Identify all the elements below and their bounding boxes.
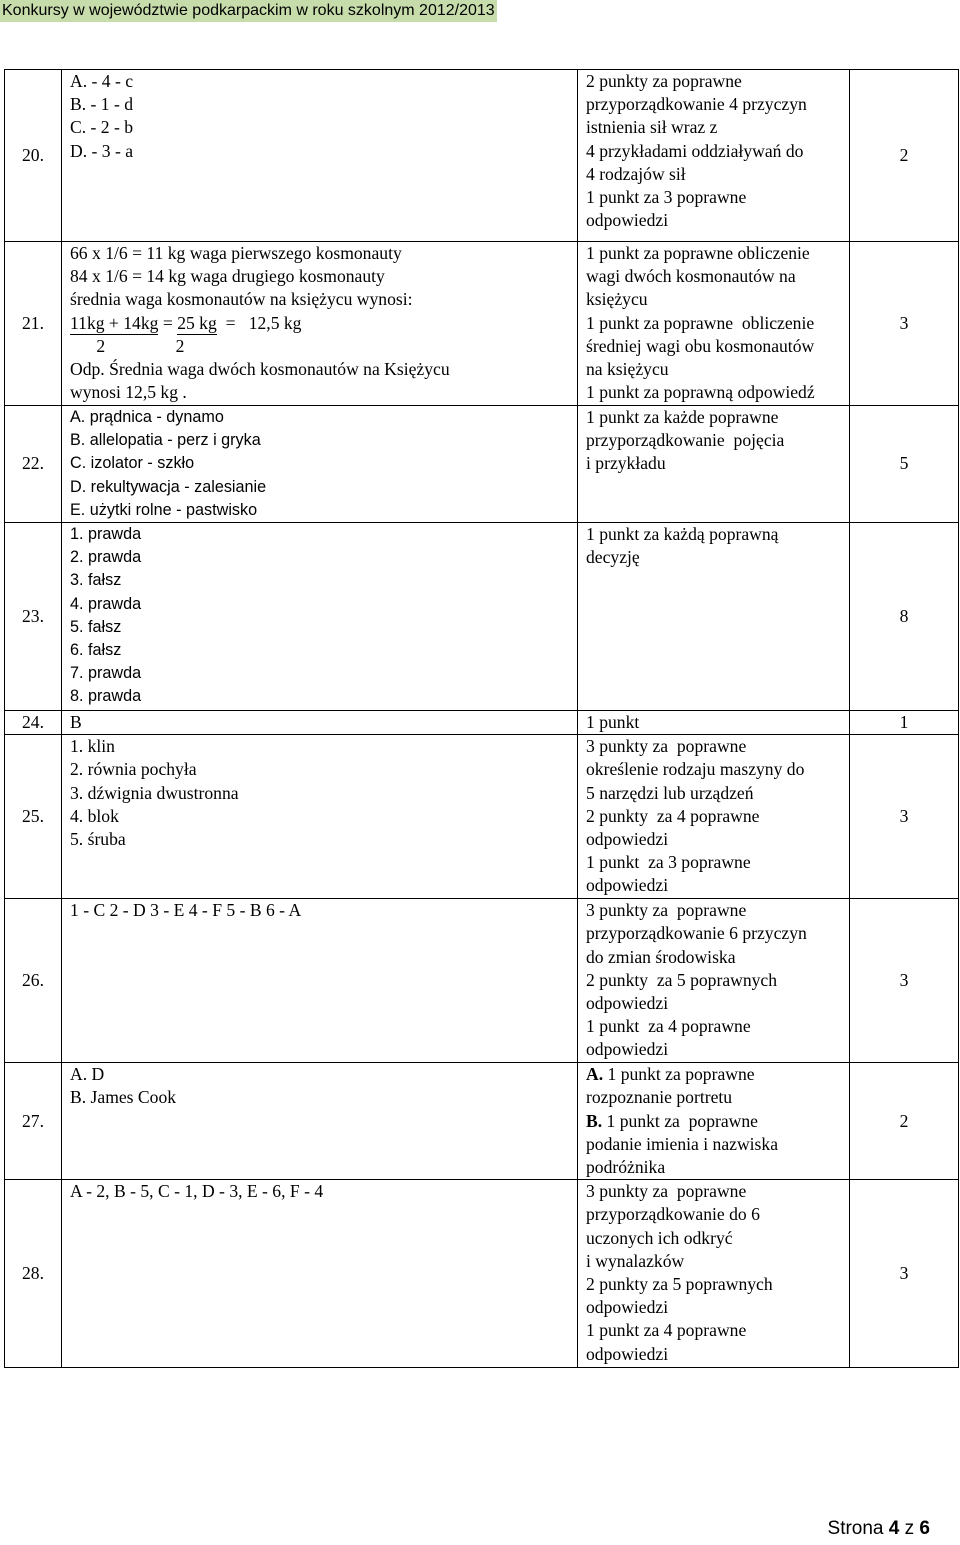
criteria-line	[586, 1156, 847, 1179]
answer-line: 6. fałsz	[70, 641, 122, 660]
answer-line: A - 2, B - 5, C - 1, D - 3, E - 6, F - 4	[70, 1181, 324, 1202]
criteria-line	[586, 874, 847, 897]
scoring-criteria-cell	[578, 406, 850, 523]
criteria-label: B.	[586, 1110, 603, 1131]
criteria-text: i przykładu	[586, 453, 666, 474]
criteria-line	[586, 265, 847, 288]
page-footer	[828, 1518, 930, 1540]
answer-line: 1. prawda	[70, 525, 142, 544]
answer-line: 1. klin	[70, 736, 115, 757]
answer-cell	[62, 70, 578, 242]
answer-line: A. prądnica - dynamo	[70, 408, 224, 426]
answer-line: 8. prawda	[70, 687, 142, 706]
answer-line: A. D	[70, 1064, 105, 1085]
criteria-line	[586, 969, 847, 992]
criteria-text: księżycu	[586, 289, 648, 310]
criteria-text: decyzję	[586, 547, 640, 568]
scoring-criteria-cell	[578, 523, 850, 711]
answer-cell	[62, 711, 578, 735]
equation-line	[70, 312, 575, 335]
footer-page-number: 4	[888, 1518, 900, 1539]
criteria-text: 1 punkt za 4 poprawne	[586, 1320, 747, 1341]
criteria-text: 1 punkt za poprawne	[603, 1064, 755, 1085]
table-row	[5, 899, 959, 1063]
table-row	[5, 711, 959, 735]
criteria-text: 1 punkt za poprawne	[602, 1110, 758, 1131]
answer-line: 66 x 1/6 = 11 kg waga pierwszego kosmonauty	[70, 243, 402, 263]
criteria-text: do zmian środowiska	[586, 946, 736, 967]
criteria-line	[586, 358, 847, 381]
equation-part: = 12,5 kg	[216, 312, 302, 333]
max-points: 2	[850, 1063, 959, 1180]
criteria-line	[586, 1273, 847, 1296]
answer-line: 2. prawda	[70, 548, 142, 567]
equation-part: 25 kg	[177, 312, 217, 333]
question-number: 20.	[5, 70, 62, 242]
criteria-text: przyporządkowanie 6 przyczyn	[586, 923, 807, 944]
criteria-line	[586, 851, 847, 874]
question-number: 26.	[5, 899, 62, 1063]
criteria-text: rozpoznanie portretu	[586, 1087, 733, 1108]
criteria-line	[586, 429, 847, 452]
answer-line: D. rekultywacja - zalesianie	[70, 477, 267, 496]
criteria-line	[586, 406, 847, 429]
question-number: 28.	[5, 1180, 62, 1368]
answer-line: D. - 3 - a	[70, 140, 134, 161]
criteria-text: odpowiedzi	[586, 1297, 669, 1318]
question-number: 24.	[5, 711, 62, 735]
criteria-text: 1 punkt	[586, 712, 640, 733]
criteria-line	[586, 1250, 847, 1273]
answer-line: 5. fałsz	[70, 617, 122, 636]
criteria-line	[586, 1343, 847, 1366]
criteria-line	[586, 1063, 847, 1086]
criteria-text: odpowiedzi	[586, 829, 669, 850]
criteria-line	[586, 93, 847, 116]
page-header	[0, 0, 960, 22]
criteria-text: przyporządkowanie 4 przyczyn	[586, 94, 807, 115]
criteria-text: 2 punkty za 5 poprawnych	[586, 1274, 773, 1295]
table-row	[5, 735, 959, 899]
criteria-line	[586, 899, 847, 922]
table-row	[5, 523, 959, 711]
criteria-line	[586, 1180, 847, 1203]
criteria-text: 1 punkt za poprawne obliczenie	[586, 243, 810, 263]
criteria-text: przyporządkowanie pojęcia	[586, 430, 785, 451]
criteria-line	[586, 70, 847, 93]
answer-line: E. użytki rolne - pastwisko	[70, 500, 258, 519]
footer-separator: z	[899, 1518, 920, 1539]
criteria-line	[586, 140, 847, 163]
criteria-line	[586, 381, 847, 404]
criteria-text: wagi dwóch kosmonautów na	[586, 266, 796, 287]
answer-line: wynosi 12,5 kg .	[70, 382, 187, 403]
equation-part: 11kg + 14kg	[70, 312, 159, 333]
answer-line: 3. dźwignia dwustronna	[70, 782, 239, 803]
scoring-criteria-cell	[578, 1063, 850, 1180]
criteria-line	[586, 735, 847, 758]
criteria-text: 4 rodzajów sił	[586, 163, 686, 184]
criteria-line	[586, 782, 847, 805]
max-points: 8	[850, 523, 959, 711]
criteria-text: 5 narzędzi lub urządzeń	[586, 782, 754, 803]
equation-denominators: 2 2	[70, 335, 185, 356]
answer-line: 7. prawda	[70, 664, 142, 683]
criteria-text: 3 punkty za poprawne	[586, 1181, 747, 1202]
footer-label: Strona	[827, 1518, 889, 1539]
question-number: 27.	[5, 1063, 62, 1180]
max-points: 5	[850, 406, 959, 523]
criteria-line	[586, 1319, 847, 1342]
answer-line: Odp. Średnia waga dwóch kosmonautów na Księżycu	[70, 359, 450, 380]
criteria-text: podróżnika	[586, 1157, 666, 1178]
criteria-text: 1 punkt za 4 poprawne	[586, 1016, 751, 1037]
answer-cell	[62, 406, 578, 523]
question-number: 23.	[5, 523, 62, 711]
criteria-text: podanie imienia i nazwiska	[586, 1133, 779, 1154]
max-points: 3	[850, 1180, 959, 1368]
max-points: 3	[850, 242, 959, 406]
table-row	[5, 406, 959, 523]
scoring-criteria-cell	[578, 70, 850, 242]
criteria-line	[586, 1203, 847, 1226]
answer-line: 4. prawda	[70, 594, 142, 613]
criteria-line	[586, 523, 847, 546]
criteria-text: 3 punkty za poprawne	[586, 736, 747, 757]
criteria-text: 1 punkt za każde poprawne	[586, 407, 779, 427]
answer-line: średnia waga kosmonautów na księżycu wynosi:	[70, 289, 413, 310]
criteria-text: 1 punkt za poprawną odpowiedź	[586, 382, 815, 403]
criteria-label: A.	[586, 1064, 604, 1085]
criteria-text: i wynalazków	[586, 1250, 685, 1271]
table-row	[5, 242, 959, 406]
criteria-line	[586, 186, 847, 209]
criteria-text: 1 punkt za 3 poprawne	[586, 852, 751, 873]
question-number: 25.	[5, 735, 62, 899]
criteria-line	[586, 992, 847, 1015]
criteria-line	[586, 1133, 847, 1156]
criteria-text: istnienia sił wraz z	[586, 117, 718, 138]
criteria-text: odpowiedzi	[586, 210, 669, 231]
answer-line: B. - 1 - d	[70, 94, 134, 115]
criteria-line	[586, 288, 847, 311]
criteria-line	[586, 1038, 847, 1061]
criteria-line	[586, 209, 847, 232]
criteria-line	[586, 1110, 847, 1133]
answer-line: C. izolator - szkło	[70, 454, 195, 473]
question-number: 22.	[5, 406, 62, 523]
max-points: 3	[850, 735, 959, 899]
criteria-text: 2 punkty za poprawne	[586, 71, 742, 91]
criteria-text: określenie rodzaju maszyny do	[586, 759, 805, 780]
criteria-text: średniej wagi obu kosmonautów	[586, 335, 815, 356]
criteria-text: 2 punkty za 4 poprawne	[586, 805, 760, 826]
max-points: 2	[850, 70, 959, 242]
answer-line: B. allelopatia - perz i gryka	[70, 431, 261, 450]
answer-cell	[62, 242, 578, 406]
answer-line: 4. blok	[70, 805, 119, 826]
question-number: 21.	[5, 242, 62, 406]
answer-line: B. James Cook	[70, 1087, 177, 1108]
answer-cell	[62, 899, 578, 1063]
criteria-text: 2 punkty za 5 poprawnych	[586, 969, 778, 990]
scoring-criteria-cell	[578, 711, 850, 735]
criteria-line	[586, 335, 847, 358]
criteria-line	[586, 116, 847, 139]
scoring-criteria-cell	[578, 735, 850, 899]
criteria-line	[586, 452, 847, 475]
criteria-line	[586, 242, 847, 265]
criteria-text: uczonych ich odkryć	[586, 1227, 733, 1248]
criteria-text: 1 punkt za każdą poprawną	[586, 524, 779, 545]
criteria-line	[586, 805, 847, 828]
answer-cell	[62, 735, 578, 899]
criteria-line	[586, 1015, 847, 1038]
scoring-criteria-cell	[578, 242, 850, 406]
criteria-text: na księżycu	[586, 359, 669, 380]
answer-line: 2. równia pochyła	[70, 759, 197, 780]
answer-line: 5. śruba	[70, 829, 126, 850]
answer-cell	[62, 523, 578, 711]
criteria-line	[586, 1086, 847, 1109]
criteria-line	[586, 312, 847, 335]
scoring-criteria-cell	[578, 899, 850, 1063]
criteria-line	[586, 546, 847, 569]
answer-key-body	[5, 70, 959, 1368]
criteria-line	[586, 946, 847, 969]
answer-line: 3. fałsz	[70, 571, 122, 590]
criteria-line	[586, 758, 847, 781]
answer-line: B	[70, 712, 82, 733]
footer-page-total: 6	[919, 1518, 930, 1539]
criteria-line	[586, 163, 847, 186]
criteria-text: 3 punkty za poprawne	[586, 900, 747, 921]
answer-line: 1 - C 2 - D 3 - E 4 - F 5 - B 6 - A	[70, 900, 302, 921]
answer-line: A. - 4 - c	[70, 71, 134, 91]
criteria-text: odpowiedzi	[586, 1039, 669, 1060]
page-header-title: Konkursy w województwie podkarpackim w roku szkolnym 2012/2013	[0, 0, 497, 22]
answer-line: C. - 2 - b	[70, 117, 134, 138]
answer-line: 84 x 1/6 = 14 kg waga drugiego kosmonauty	[70, 266, 385, 287]
criteria-line	[586, 1227, 847, 1250]
criteria-line	[586, 922, 847, 945]
criteria-text: odpowiedzi	[586, 875, 669, 896]
criteria-text: 4 przykładami oddziaływań do	[586, 140, 804, 161]
criteria-line	[586, 711, 847, 734]
scoring-criteria-cell	[578, 1180, 850, 1368]
max-points: 1	[850, 711, 959, 735]
equation-part: =	[158, 312, 178, 333]
criteria-text: 1 punkt za 3 poprawne	[586, 187, 747, 208]
max-points: 3	[850, 899, 959, 1063]
criteria-line	[586, 1296, 847, 1319]
answer-key-table	[4, 69, 959, 1368]
answer-cell	[62, 1180, 578, 1368]
criteria-text: odpowiedzi	[586, 993, 669, 1014]
table-row	[5, 70, 959, 242]
table-row	[5, 1063, 959, 1180]
criteria-text: 1 punkt za poprawne obliczenie	[586, 312, 815, 333]
criteria-text: przyporządkowanie do 6	[586, 1204, 760, 1225]
table-row	[5, 1180, 959, 1368]
answer-cell	[62, 1063, 578, 1180]
criteria-line	[586, 828, 847, 851]
criteria-text: odpowiedzi	[586, 1343, 669, 1364]
